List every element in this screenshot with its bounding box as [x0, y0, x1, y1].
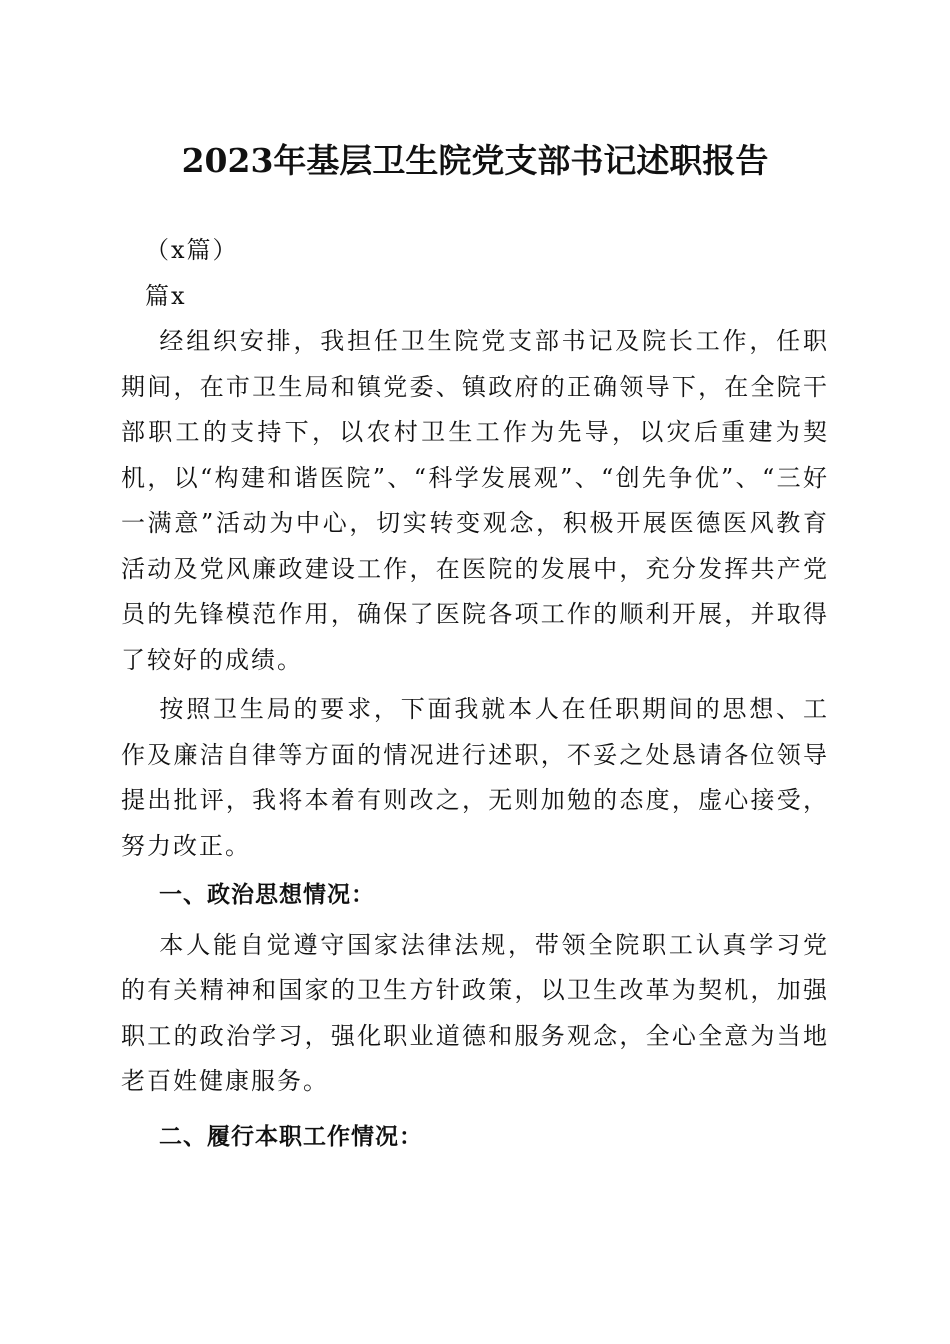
- document-title: 2023年基层卫生院党支部书记述职报告: [181, 141, 769, 180]
- section-1-paragraph: 本人能自觉遵守国家法律法规，带领全院职工认真学习党的有关精神和国家的卫生方针政策，以卫生改革为契机，加强职工的政治学习，强化职业道德和服务观念，全心全意为当地老百姓健康服务。: [121, 930, 829, 1095]
- section-heading-1: 一、政治思想情况：: [159, 882, 375, 908]
- count-note: （x篇）: [145, 236, 239, 264]
- section-heading-2: 二、履行本职工作情况：: [159, 1123, 423, 1150]
- document-body: [121, 228, 829, 1160]
- body-paragraph-2: 按照卫生局的要求，下面我就本人在任职期间的思想、工作及廉洁自律等方面的情况进行述职，不妥之处恳请各位领导提出批评，我将本着有则改之，无则加勉的态度，虚心接受，努力改正。: [121, 695, 829, 860]
- article-label: 篇x: [145, 281, 187, 310]
- body-paragraph-1: 经组织安排，我担任卫生院党支部书记及院长工作，任职期间，在市卫生局和镇党委、镇政府的正确领导下，在全院干部职工的支持下，以农村卫生工作为先导，以灾后重建为契机，以“构建和谐医院”、“科学发展观”、“创先争优”、“三好一满意”活动为中心，切实转变观念，积极开展医德医风教育活动及党风廉政建设工作，在医院的发展中，充分发挥共产党员的先锋模范作用，确保了医院各项工作的顺利开展，并取得了较好的成绩。: [121, 327, 829, 674]
